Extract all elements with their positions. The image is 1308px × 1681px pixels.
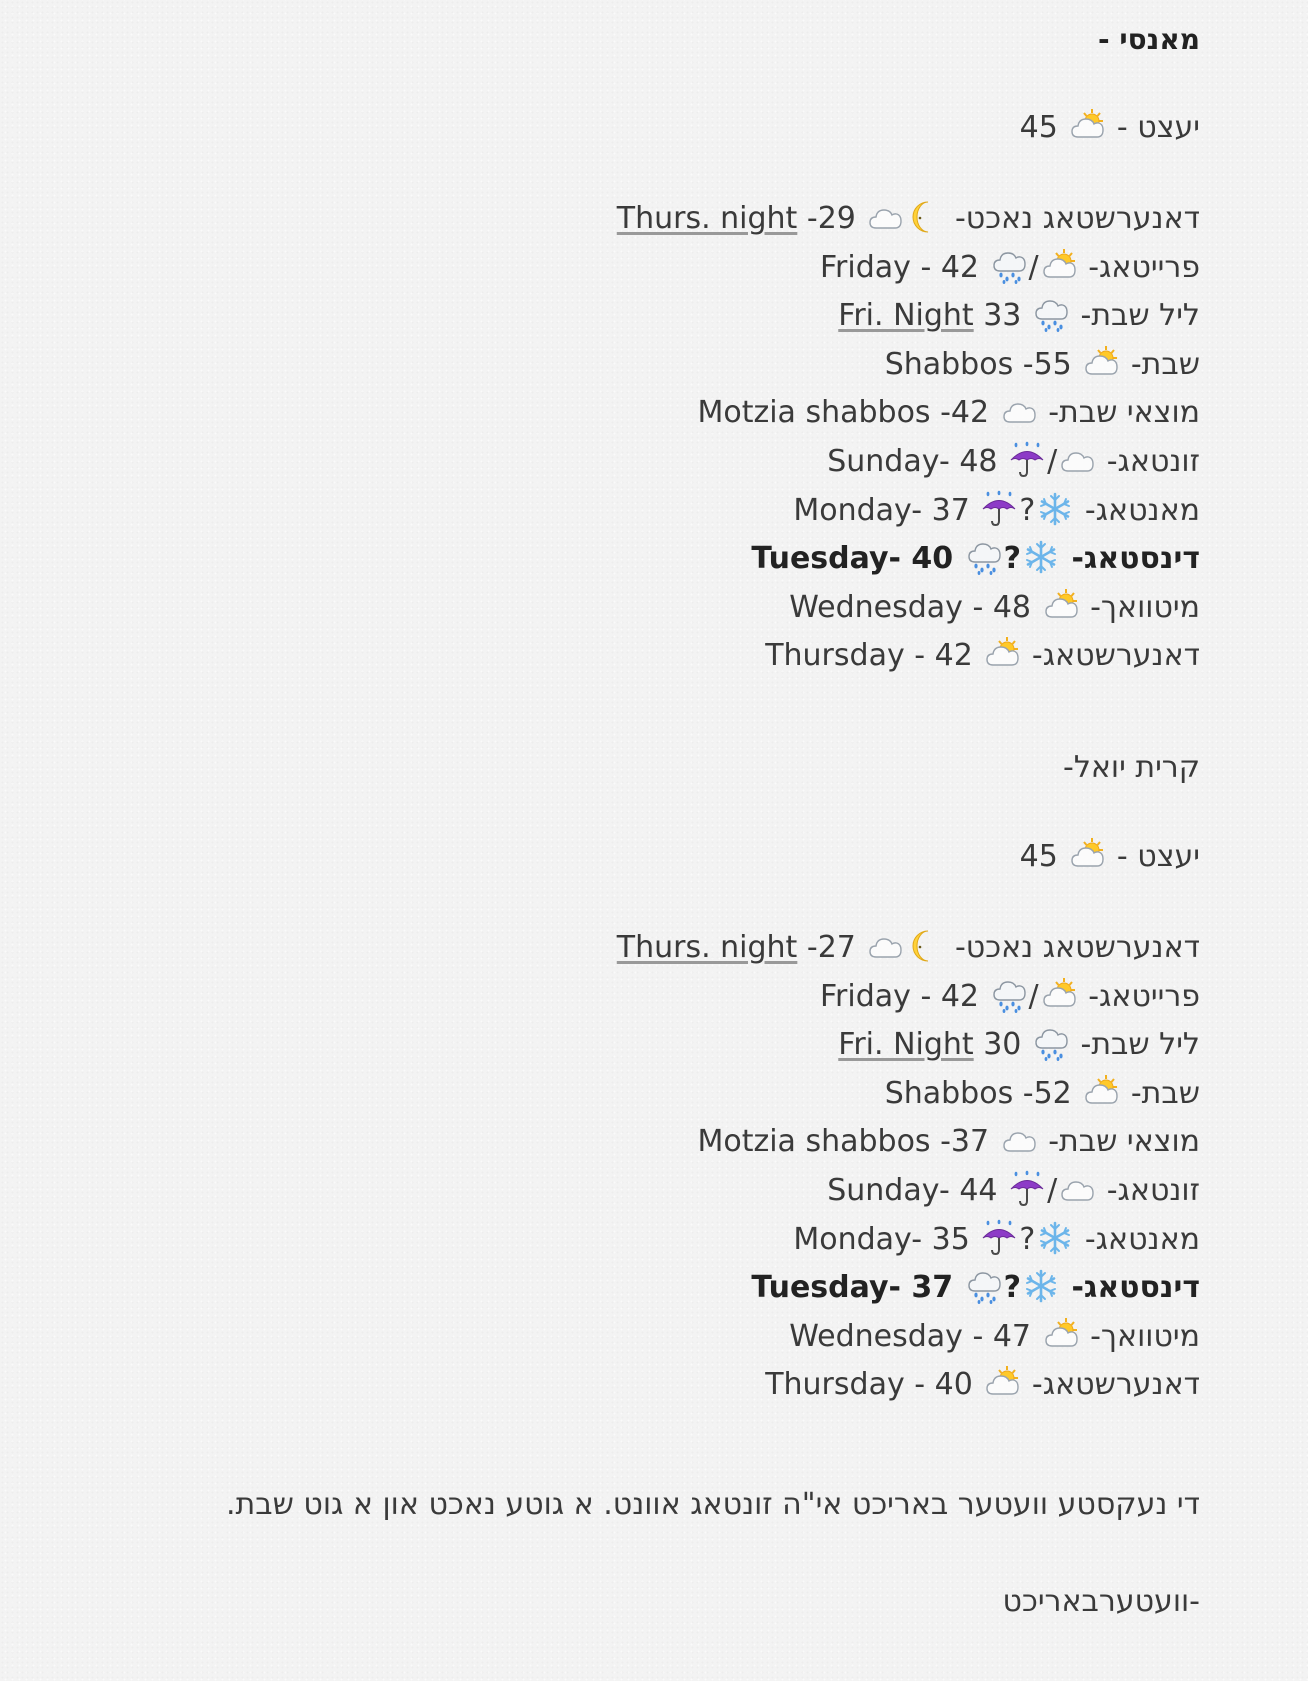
day-label-english: Wednesday <box>789 1318 963 1354</box>
cloud-icon <box>866 198 904 236</box>
forecast-row <box>820 975 1200 1019</box>
icon-separator: / <box>1028 978 1039 1014</box>
day-label-yiddish: מוצאי שבת- <box>1048 1124 1200 1160</box>
icon-separator: ? <box>1019 1221 1036 1257</box>
current-temp-line <box>1020 835 1200 879</box>
signature-text: -וועטערבאריכט <box>1002 1584 1200 1619</box>
rain-cloud-icon <box>965 538 1003 576</box>
forecast-row <box>789 1315 1200 1359</box>
day-label-yiddish: דינסטאג- <box>1071 1270 1200 1306</box>
temperature: - 42 <box>914 638 973 674</box>
temperature: -29 <box>806 201 856 236</box>
forecast-row <box>885 343 1200 387</box>
day-label-yiddish: מוצאי שבת- <box>1048 395 1200 431</box>
forecast-english <box>885 347 1072 382</box>
current-label: יעצט - <box>1116 110 1200 145</box>
current-temp: 45 <box>1019 839 1058 874</box>
day-label-english: Tuesday- <box>751 541 901 577</box>
umbrella-rain-icon <box>980 1219 1018 1257</box>
day-label-yiddish: פרייטאג- <box>1088 249 1200 285</box>
sun-behind-cloud-icon <box>1040 247 1078 285</box>
forecast-english <box>885 1076 1072 1111</box>
day-label-yiddish: פרייטאג- <box>1088 978 1200 1014</box>
day-label-english: Monday- <box>793 1221 923 1257</box>
rain-cloud-icon <box>1032 295 1070 333</box>
icon-separator: / <box>1028 249 1039 285</box>
temperature: -27 <box>806 930 856 965</box>
day-label-yiddish: דינסטאג- <box>1071 541 1200 577</box>
forecast-english <box>697 395 989 430</box>
footer-note <box>226 1483 1200 1527</box>
cloud-icon <box>1058 441 1096 479</box>
current-temp-line <box>1020 106 1200 150</box>
umbrella-rain-icon <box>1008 441 1046 479</box>
icon-separator: ? <box>1003 541 1022 577</box>
signature <box>1003 1580 1200 1624</box>
day-label-english: Shabbos <box>884 346 1014 382</box>
sun-behind-cloud-icon <box>1082 1073 1120 1111</box>
day-label-yiddish: דאנערשטאג- <box>1031 638 1200 674</box>
day-label-english: Tuesday- <box>751 1270 901 1306</box>
day-label-english: Fri. Night <box>838 298 974 334</box>
day-label-yiddish: שבת- <box>1130 1075 1200 1111</box>
day-label-english: Shabbos <box>884 1075 1014 1111</box>
temperature: 35 <box>931 1221 970 1257</box>
icon-separator: ? <box>1003 1270 1022 1306</box>
rain-cloud-icon <box>965 1267 1003 1305</box>
forecast-row <box>697 391 1200 435</box>
day-label-english: Thurs. night <box>616 201 798 236</box>
day-label-yiddish: דאנערשטאג נאכט- <box>954 930 1200 965</box>
temperature: 44 <box>959 1173 998 1208</box>
umbrella-rain-icon <box>980 490 1018 528</box>
forecast-english <box>793 493 969 528</box>
day-label-yiddish: מאנטאג- <box>1084 492 1200 528</box>
sun-behind-cloud-icon <box>983 635 1021 673</box>
current-temp: 45 <box>1019 110 1058 145</box>
day-label-yiddish: זונטאג- <box>1106 444 1200 479</box>
day-label-english: Fri. Night <box>838 1027 974 1063</box>
icon-separator: / <box>1047 444 1058 479</box>
snowflake-icon <box>1022 1267 1060 1305</box>
day-label-english: Wednesday <box>789 589 963 625</box>
day-label-yiddish: ליל שבת- <box>1080 1027 1200 1063</box>
sun-behind-cloud-icon <box>1082 344 1120 382</box>
day-label-yiddish: מיטוואך- <box>1090 1318 1200 1354</box>
day-label-english: Motzia shabbos <box>697 1124 931 1160</box>
moon-icon <box>906 927 944 965</box>
day-label-english: Thursday <box>765 638 905 674</box>
day-label-english: Thursday <box>765 1367 905 1403</box>
forecast-english <box>838 1027 1021 1062</box>
sun-behind-cloud-icon <box>1068 107 1106 145</box>
day-label-english: Thurs. night <box>616 930 798 965</box>
section-title <box>1063 746 1200 790</box>
day-label-english: Sunday- <box>827 1173 950 1208</box>
section-title-text: קרית יואל- <box>1063 750 1200 785</box>
forecast-english <box>820 250 979 285</box>
forecast-row <box>617 926 1200 970</box>
forecast-english <box>765 638 973 673</box>
forecast-row <box>827 440 1200 484</box>
forecast-english <box>838 298 1021 333</box>
forecast-row <box>793 1218 1200 1262</box>
rain-cloud-icon <box>1032 1024 1070 1062</box>
cloud-icon <box>866 927 904 965</box>
temperature: 37 <box>911 1270 954 1306</box>
rain-cloud-icon <box>990 247 1028 285</box>
temperature: -52 <box>1022 1075 1072 1111</box>
moon-icon <box>906 198 944 236</box>
cloud-icon <box>1000 1121 1038 1159</box>
temperature: -37 <box>940 1124 990 1160</box>
day-label-english: Sunday- <box>827 444 950 479</box>
forecast-english <box>789 590 1031 625</box>
sun-behind-cloud-icon <box>1040 976 1078 1014</box>
forecast-english <box>617 930 856 965</box>
forecast-english <box>697 1124 989 1159</box>
day-label-yiddish: ליל שבת- <box>1080 298 1200 334</box>
cloud-icon <box>1000 392 1038 430</box>
temperature: 40 <box>911 541 954 577</box>
forecast-english <box>751 1270 953 1305</box>
forecast-row <box>885 1072 1200 1116</box>
temperature: 37 <box>931 492 970 528</box>
forecast-row <box>789 586 1200 630</box>
temperature: 30 <box>983 1027 1022 1063</box>
forecast-row <box>827 1169 1200 1213</box>
forecast-english <box>793 1222 969 1257</box>
section-title <box>1098 18 1200 62</box>
temperature: 48 <box>959 444 998 479</box>
forecast-row <box>751 1266 1200 1310</box>
forecast-row <box>838 1023 1200 1067</box>
temperature: - 42 <box>920 978 979 1014</box>
day-label-english: Friday <box>819 249 911 285</box>
umbrella-rain-icon <box>1008 1170 1046 1208</box>
forecast-row <box>617 197 1200 241</box>
sun-behind-cloud-icon <box>1042 1316 1080 1354</box>
snowflake-icon <box>1036 490 1074 528</box>
forecast-english <box>820 979 979 1014</box>
forecast-english <box>827 444 997 479</box>
temperature: -55 <box>1022 346 1072 382</box>
forecast-row <box>793 489 1200 533</box>
forecast-row <box>751 537 1200 581</box>
forecast-row <box>838 294 1200 338</box>
day-label-yiddish: זונטאג- <box>1106 1173 1200 1208</box>
temperature: - 40 <box>914 1367 973 1403</box>
icon-separator: / <box>1047 1173 1058 1208</box>
day-label-yiddish: מאנטאג- <box>1084 1221 1200 1257</box>
forecast-english <box>617 201 856 236</box>
sun-behind-cloud-icon <box>1042 587 1080 625</box>
day-label-yiddish: דאנערשטאג נאכט- <box>954 201 1200 236</box>
day-label-yiddish: מיטוואך- <box>1090 589 1200 625</box>
footer-note-text: די נעקסטע וועטער באריכט אי"ה זונטאג אוונט. א גוטע נאכט און א גוט שבת. <box>226 1487 1200 1522</box>
snowflake-icon <box>1022 538 1060 576</box>
day-label-yiddish: שבת- <box>1130 346 1200 382</box>
day-label-english: Monday- <box>793 492 923 528</box>
forecast-row <box>697 1120 1200 1164</box>
current-label: יעצט - <box>1116 839 1200 874</box>
temperature: - 47 <box>972 1318 1032 1354</box>
temperature: - 48 <box>972 589 1032 625</box>
snowflake-icon <box>1036 1219 1074 1257</box>
sun-behind-cloud-icon <box>983 1364 1021 1402</box>
icon-separator: ? <box>1019 492 1036 528</box>
day-label-english: Friday <box>819 978 911 1014</box>
sun-behind-cloud-icon <box>1068 836 1106 874</box>
forecast-english <box>765 1367 973 1402</box>
day-label-yiddish: דאנערשטאג- <box>1031 1367 1200 1403</box>
section-title-text: מאנסי - <box>1098 23 1200 56</box>
day-label-english: Motzia shabbos <box>697 395 931 431</box>
forecast-row <box>765 1363 1200 1407</box>
rain-cloud-icon <box>990 976 1028 1014</box>
temperature: -42 <box>940 395 990 431</box>
forecast-row <box>765 634 1200 678</box>
forecast-english <box>751 541 953 576</box>
cloud-icon <box>1058 1170 1096 1208</box>
temperature: - 42 <box>920 249 979 285</box>
forecast-english <box>827 1173 997 1208</box>
forecast-row <box>820 246 1200 290</box>
forecast-english <box>789 1319 1031 1354</box>
temperature: 33 <box>983 298 1022 334</box>
